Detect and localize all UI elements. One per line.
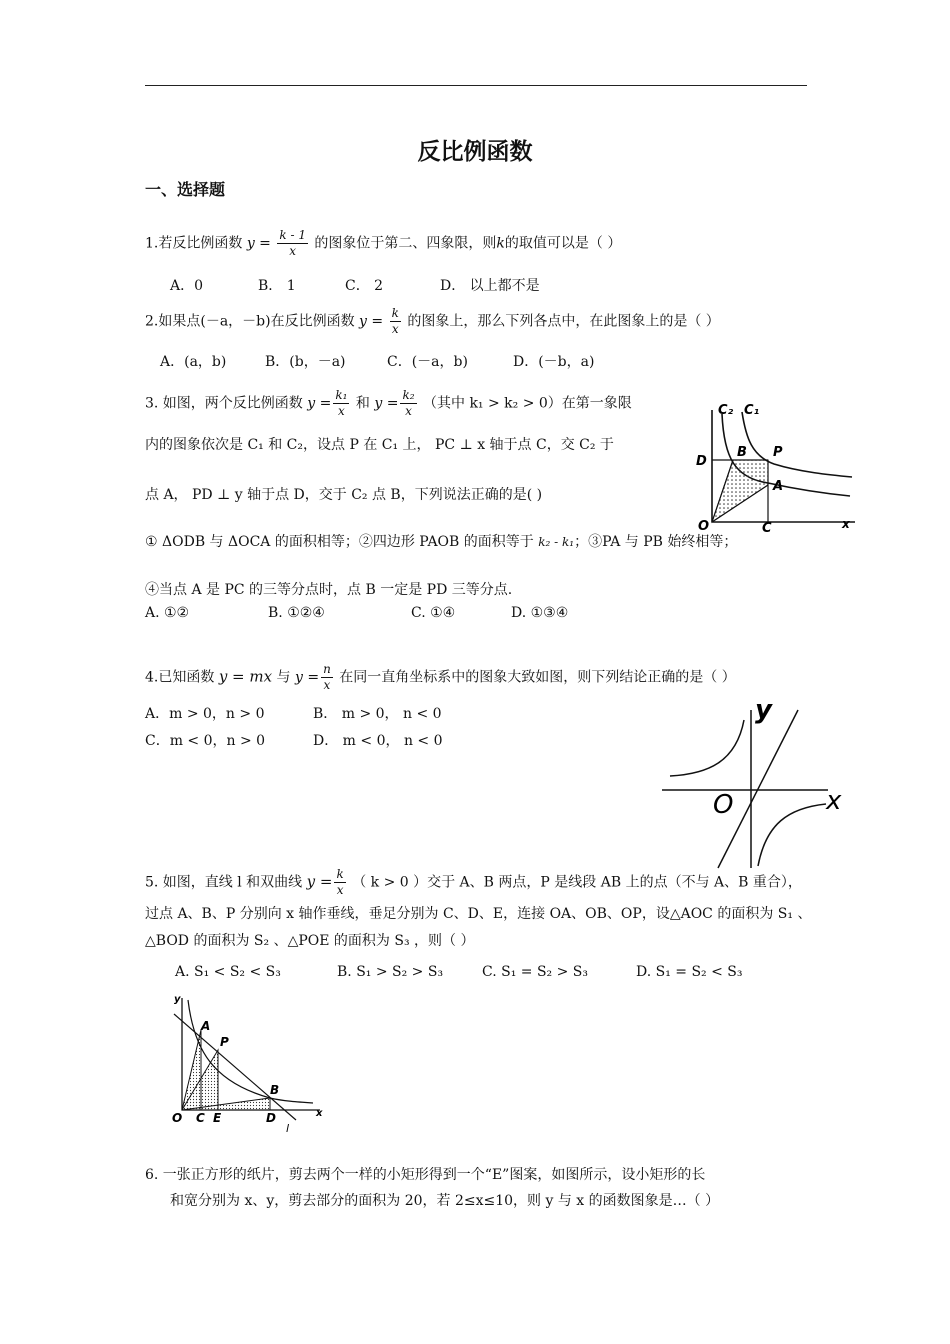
q3-option-c: C. ①④ (411, 605, 456, 621)
q5-figure (168, 990, 328, 1135)
hyperbola-q2 (670, 720, 744, 776)
q1-option-c: C． 2 (345, 278, 384, 294)
label-o: O (172, 1111, 183, 1125)
label-x: x (826, 786, 842, 816)
page-title: 反比例函数 (417, 139, 533, 165)
label-a: A (773, 479, 784, 494)
q3-line-4: ① ΔODB 与 ΔOCA 的面积相等；②四边形 PAOB 的面积等于 k₂ - k₁；③PA 与 PB 始终相等； (145, 534, 738, 550)
q5-line-2: 过点 A、B、P 分别向 x 轴作垂线，垂足分别为 C、D、E，连接 OA、OB、OP，设△AOC 的面积为 S₁ 、 (145, 906, 812, 922)
q2-option-a: A．(a，b) (160, 354, 227, 370)
q1-option-b: B． 1 (258, 278, 296, 294)
label-c: C (196, 1111, 205, 1125)
q2-option-d: D．(－b，a) (513, 354, 595, 370)
q6-line-1: 6. 一张正方形的纸片，剪去两个一样的小矩形得到一个“E”图案，如图所示，设小矩形的长 (145, 1167, 706, 1183)
q1-option-a: A．0 (170, 278, 204, 294)
q5-option-d: D. S₁ = S₂ < S₃ (636, 964, 743, 980)
q5-option-b: B. S₁ > S₂ > S₃ (337, 964, 444, 980)
q3-option-d: D. ①③④ (511, 605, 569, 621)
q1-fraction: $\frac{k - 1}{x}$ (279, 228, 306, 258)
label-e: E (213, 1111, 222, 1125)
q4-option-a: A．m > 0，n > 0 (145, 706, 265, 722)
q3-figure (690, 398, 865, 533)
q4-option-b: B． m > 0， n < 0 (313, 706, 442, 722)
q2-option-c: C．(－a，b) (387, 354, 468, 370)
q1-option-d: D． 以上都不是 (440, 278, 540, 294)
q3-line-1: 3. 如图，两个反比例函数 y = $\frac{\text{k₁}}{x}$ 和 y = $\frac{\text{k₂}}{x}$ （其中 k₁ > k₂ > 0）在第一象限 (145, 388, 632, 418)
q2-fraction: $\frac{k}{x}$ (391, 306, 399, 336)
q5-line-1: 5. 如图，直线 l 和双曲线 y = $\frac{k}{x}$ （ k > 0 ）交于 A、B 两点，P 是线段 AB 上的点（不与 A、B 重合）， (145, 867, 802, 897)
q3-line-2: 内的图象依次是 C₁ 和 C₂，设点 P 在 C₁ 上， PC ⊥ x 轴于点 C，交 C₂ 于 (145, 437, 614, 453)
q3-option-a: A. ①② (145, 605, 190, 621)
label-p: P (220, 1035, 229, 1049)
q5-line-3: △BOD 的面积为 S₂ 、△POE 的面积为 S₃ ，则（ ） (145, 933, 475, 949)
q2-option-b: B．(b，－a) (265, 354, 346, 370)
q3-option-b: B. ①②④ (268, 605, 325, 621)
label-o: O (698, 519, 710, 533)
label-c2: C₂ (718, 403, 734, 418)
q4-option-c: C．m < 0，n > 0 (145, 733, 266, 749)
header-rule (145, 85, 807, 86)
label-l: l (286, 1122, 290, 1135)
label-y: y (755, 695, 772, 725)
label-o: O (713, 790, 734, 820)
q5-option-c: C. S₁ = S₂ > S₃ (482, 964, 588, 980)
label-x: x (316, 1108, 323, 1119)
q3-line-5: ④当点 A 是 PC 的三等分点时，点 B 一定是 PD 三等分点. (145, 582, 513, 598)
hyperbola-q4 (758, 804, 826, 866)
line-y-mx (718, 710, 798, 868)
q6-line-2: 和宽分别为 x、y，剪去部分的面积为 20，若 2≤x≤10，则 y 与 x 的函数图象是…（ ） (170, 1193, 720, 1209)
section-heading: 一、选择题 (145, 180, 226, 199)
label-y: y (174, 994, 181, 1005)
label-d: D (696, 454, 707, 469)
label-a: A (201, 1019, 211, 1033)
label-c1: C₁ (744, 403, 760, 418)
q4-figure (658, 690, 858, 870)
label-p: P (773, 445, 783, 460)
q4-stem: 4.已知函数 y = mx 与 y = $\frac{n}{x}$ 在同一直角坐标系中的图象大致如图，则下列结论正确的是（ ） (145, 662, 736, 692)
q1-stem: 1.若反比例函数 y = $\frac{k - 1}{x}$ 的图象位于第二、四象限，则k的取值可以是（ ） (145, 228, 622, 258)
q4-option-d: D． m < 0， n < 0 (313, 733, 443, 749)
label-c: C (762, 521, 772, 533)
q2-stem: 2.如果点(－a，－b)在反比例函数 y = $\frac{k}{x}$ 的图象上，那么下列各点中，在此图象上的是（ ） (145, 306, 720, 336)
q5-option-a: A. S₁ < S₂ < S₃ (175, 964, 281, 980)
label-d: D (266, 1111, 276, 1125)
label-x: x (842, 517, 850, 531)
q3-line-3: 点 A， PD ⊥ y 轴于点 D，交于 C₂ 点 B，下列说法正确的是( ) (145, 487, 543, 503)
label-b: B (270, 1083, 280, 1097)
label-b: B (737, 445, 747, 460)
